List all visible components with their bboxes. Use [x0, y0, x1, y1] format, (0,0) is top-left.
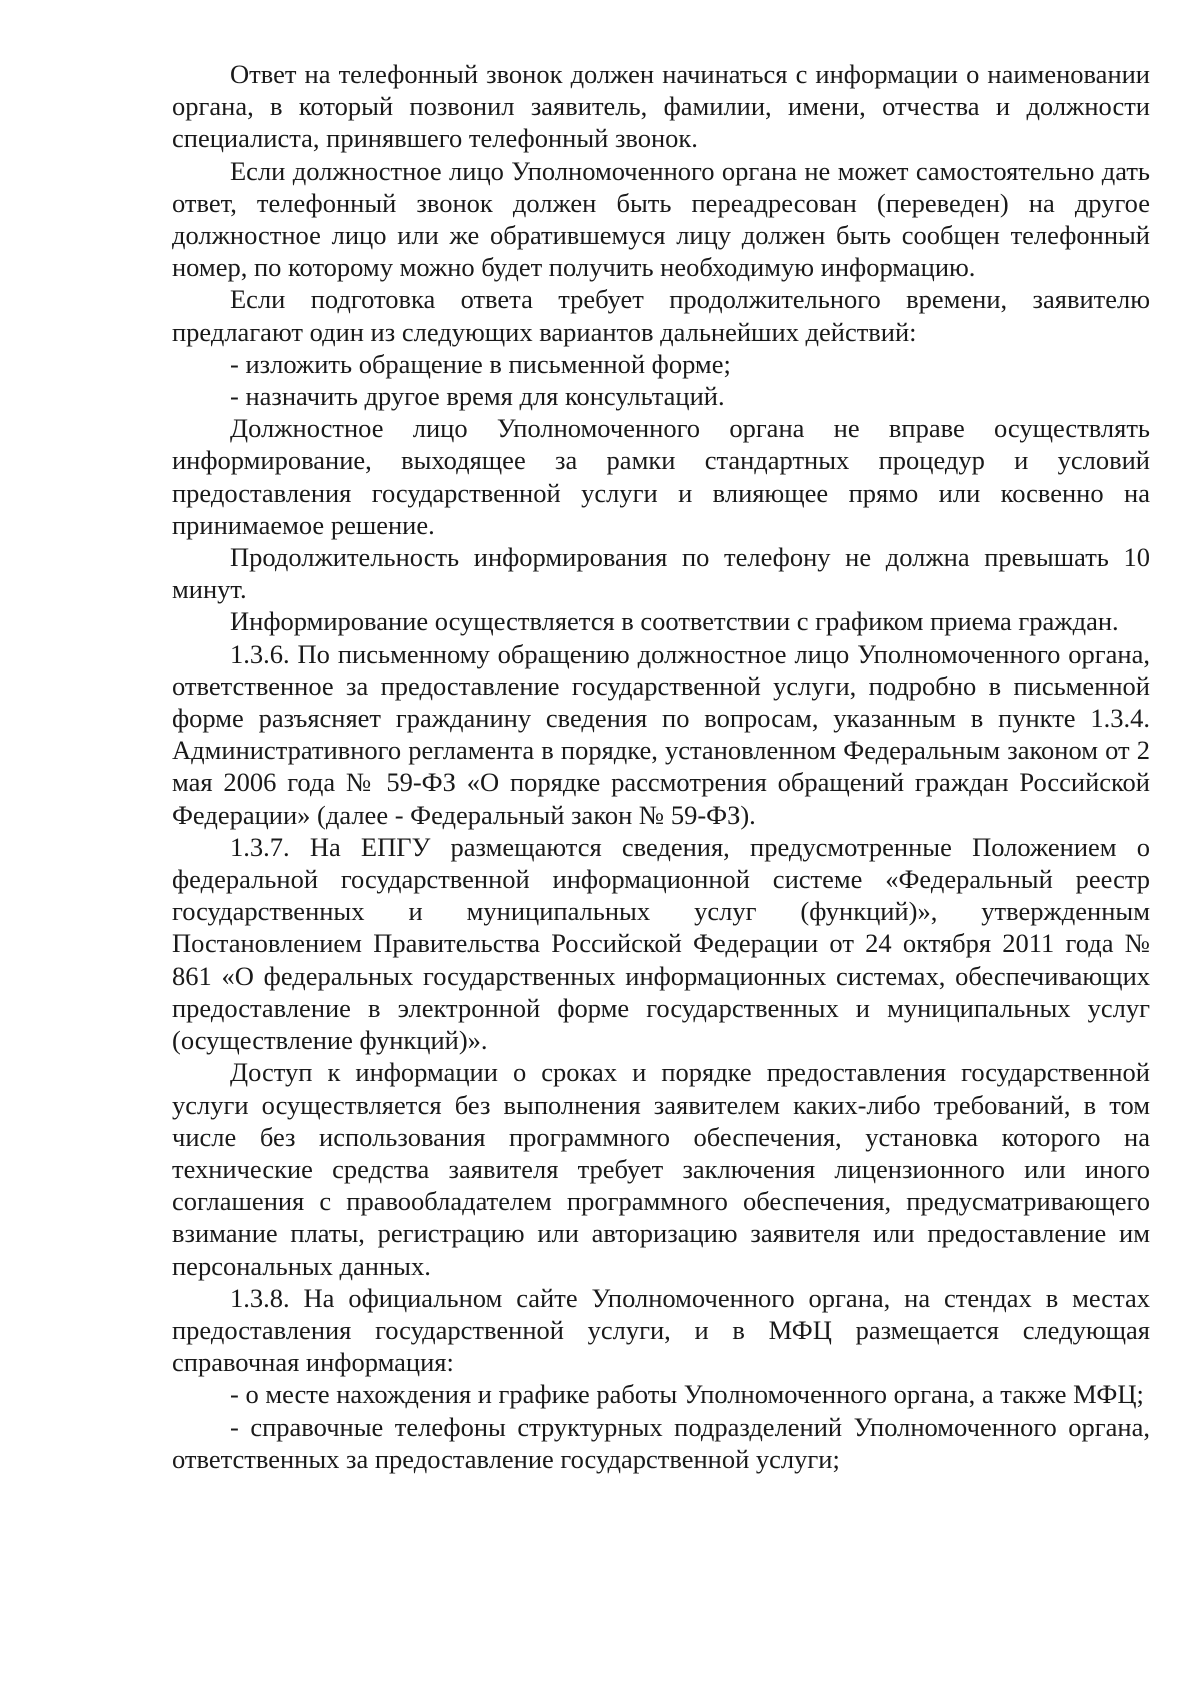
list-item-location-schedule: - о месте нахождения и графике работы Уполномоченного органа, а также МФЦ;: [230, 1379, 1144, 1410]
paragraph-schedule: Информирование осуществляется в соответствии с графиком приема граждан.: [230, 606, 1119, 637]
list-item-other-time: - назначить другое время для консультаций.: [230, 381, 725, 412]
list-item-reference-phones: - справочные телефоны структурных подразделений Уполномоченного органа, ответственных за предоставление государственной услуги;: [172, 1411, 1150, 1474]
paragraph-access-info: Доступ к информации о сроках и порядке предоставления государственной услуги осуществляется без выполнения заявителем каких-либо требований, в том числе без использования программного обеспечения, установка которого на технические средства заявителя требует заключения лицензионного или иного соглашения с правообладателем программного обеспечения, предусматривающего взимание платы, регистрацию или авторизацию заявителя или предоставление им персональных данных.: [172, 1057, 1150, 1281]
paragraph-duration: Продолжительность информирования по телефону не должна превышать 10 минут.: [172, 542, 1150, 605]
list-item-written-form: - изложить обращение в письменной форме;: [230, 348, 731, 379]
paragraph-phone-answer: Ответ на телефонный звонок должен начинаться с информации о наименовании органа, в который позвонил заявитель, фамилии, имени, отчества и должности специалиста, принявшего телефонный звонок.: [172, 59, 1150, 154]
paragraph-redirect-call: Если должностное лицо Уполномоченного органа не может самостоятельно дать ответ, телефонный звонок должен быть переадресован (переведен) на другое должностное лицо или же обратившемуся лицу должен быть сообщен телефонный номер, по которому можно будет получить необходимую информацию.: [172, 155, 1150, 283]
document-page: [172, 58, 1150, 1475]
paragraph-not-entitled: Должностное лицо Уполномоченного органа не вправе осуществлять информирование, выходящее за рамки стандартных процедур и условий предоставления государственной услуги и влияющее прямо или косвенно на принимаемое решение.: [172, 413, 1150, 540]
paragraph-1-3-8: 1.3.8. На официальном сайте Уполномоченного органа, на стендах в местах предоставления государственной услуги, и в МФЦ размещается следующая справочная информация:: [172, 1282, 1150, 1378]
paragraph-long-preparation: Если подготовка ответа требует продолжительного времени, заявителю предлагают один из следующих вариантов дальнейших действий:: [172, 284, 1150, 347]
paragraph-1-3-7: 1.3.7. На ЕПГУ размещаются сведения, предусмотренные Положением о федеральной государственной информационной системе «Федеральный реестр государственных и муниципальных услуг (функций)», утвержденным Постановлением Правительства Российской Федерации от 24 октября 2011 года № 861 «О федеральных государственных информационных системах, обеспечивающих предоставление в электронной форме государственных и муниципальных услуг (осуществление функций)».: [172, 831, 1150, 1056]
paragraph-1-3-6: 1.3.6. По письменному обращению должностное лицо Уполномоченного органа, ответственное за предоставление государственной услуги, подробно в письменной форме разъясняет гражданину сведения по вопросам, указанным в пункте 1.3.4. Административного регламента в порядке, установленном Федеральным законом от 2 мая 2006 года № 59-ФЗ «О порядке рассмотрения обращений граждан Российской Федерации» (далее - Федеральный закон № 59-ФЗ).: [172, 638, 1150, 830]
